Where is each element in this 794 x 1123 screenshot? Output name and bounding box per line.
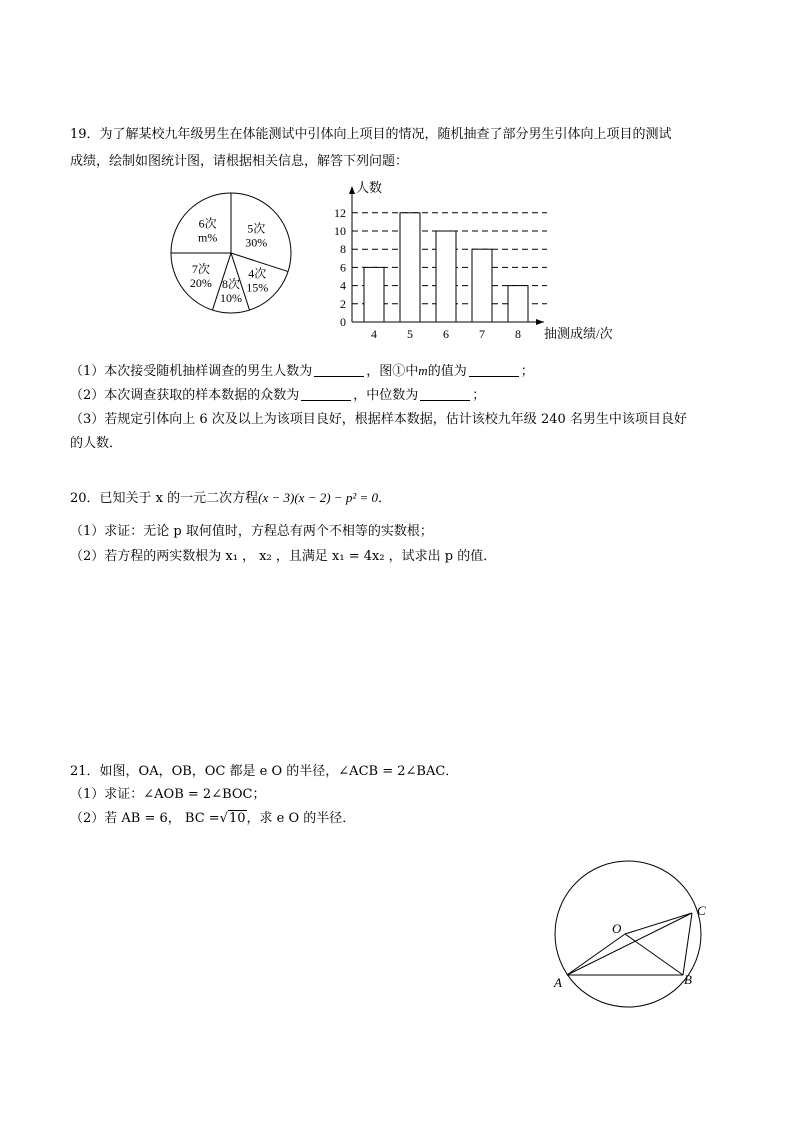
pie-label-count: 4次: [248, 266, 267, 281]
q20-stem: 20．已知关于 x 的一元二次方程(x − 3)(x − 2) − p² = 0．: [70, 490, 391, 506]
pie-label-count: 8次: [221, 277, 241, 292]
x-axis-title: 抽测成绩/次: [544, 326, 613, 341]
answer-blank-mode[interactable]: [301, 388, 351, 401]
answer-blank-m[interactable]: [469, 364, 519, 377]
y-axis-title: 人数: [356, 180, 383, 195]
y-tick-label: 10: [334, 224, 346, 238]
x-tick-label: 6: [443, 327, 449, 341]
segment-ac: [567, 913, 692, 975]
bar-7: [472, 249, 492, 322]
label-a: A: [554, 975, 562, 990]
segment-oa: [567, 934, 625, 975]
y-tick-label: 12: [334, 205, 346, 220]
label-o: O: [612, 921, 622, 936]
y-tick-label: 4: [340, 278, 346, 293]
x-tick-label: 8: [515, 327, 521, 341]
answer-blank-median[interactable]: [420, 388, 470, 401]
pie-label-percent: 15%: [246, 280, 269, 295]
q19-sub2: （2）本次调查获取的样本数据的众数为 ，中位数为 ；: [70, 388, 486, 403]
circle-figure: [545, 858, 725, 1018]
segment-oc: [625, 913, 692, 934]
q20-sub2: （2）若方程的两实数根为 x₁ ， x₂ ，且满足 x₁ = 4x₂ ，试求出 p 的值．: [70, 549, 497, 564]
y-tick-label: 6: [340, 260, 346, 275]
pie-label-count: 7次: [191, 261, 210, 276]
x-axis-arrow: [536, 319, 544, 325]
q21-stem: 21．如图，OA，OB，OC 都是 e O 的半径，∠ACB = 2∠BAC．: [70, 764, 459, 779]
x-tick-label: 4: [371, 327, 377, 341]
y-tick-label: 2: [340, 296, 346, 311]
q19-stem-line1: 19．为了解某校九年级男生在体能测试中引体向上项目的情况，随机抽查了部分男生引体向上项目的测试: [70, 127, 672, 142]
pie-label-percent: m%: [197, 230, 218, 245]
q21-sub2: （2）若 AB = 6， BC =√10，求 e O 的半径．: [70, 811, 356, 826]
y-tick-label: 0: [340, 315, 346, 329]
answer-blank-sample-size[interactable]: [314, 364, 364, 377]
pie-chart: [168, 190, 296, 318]
pie-label-percent: 10%: [220, 291, 242, 306]
bar-5: [400, 213, 420, 322]
segment-ob: [625, 934, 683, 975]
x-tick-label: 5: [407, 327, 413, 341]
y-axis-arrow: [349, 186, 355, 194]
q19-sub1: （1）本次接受随机抽样调查的男生人数为 ，图①中m的值为 ；: [70, 363, 534, 379]
bar-chart: [322, 180, 632, 345]
label-b: B: [684, 972, 692, 987]
sqrt-symbol: √: [219, 811, 228, 826]
q19-stem-line2: 成绩，绘制如图统计图，请根据相关信息，解答下列问题：: [70, 154, 409, 169]
q19-sub3-line1: （3）若规定引体向上 6 次及以上为该项目良好，根据样本数据，估计该校九年级 240 名男生中该项目良好: [70, 412, 687, 427]
y-tick-label: 8: [340, 242, 346, 257]
q20-equation: (x − 3)(x − 2) − p² = 0: [258, 490, 378, 505]
bar-6: [436, 231, 456, 322]
segment-bc: [683, 913, 692, 975]
pie-label-count: 6次: [198, 216, 217, 231]
q19-sub3-line2: 的人数．: [70, 436, 123, 451]
pie-label-percent: 30%: [245, 235, 268, 250]
bar-4: [364, 267, 384, 322]
q20-sub1: （1）求证：无论 p 取何值时，方程总有两个不相等的实数根；: [70, 524, 433, 539]
label-c: C: [697, 903, 706, 918]
circle-o: [555, 861, 701, 1007]
x-tick-label: 7: [479, 327, 485, 341]
bar-8: [508, 286, 528, 322]
pie-label-percent: 20%: [189, 275, 212, 290]
pie-label-count: 5次: [247, 221, 266, 236]
q21-sub1: （1）求证：∠AOB = 2∠BOC；: [70, 787, 266, 802]
sqrt-radicand: 10: [228, 811, 246, 826]
